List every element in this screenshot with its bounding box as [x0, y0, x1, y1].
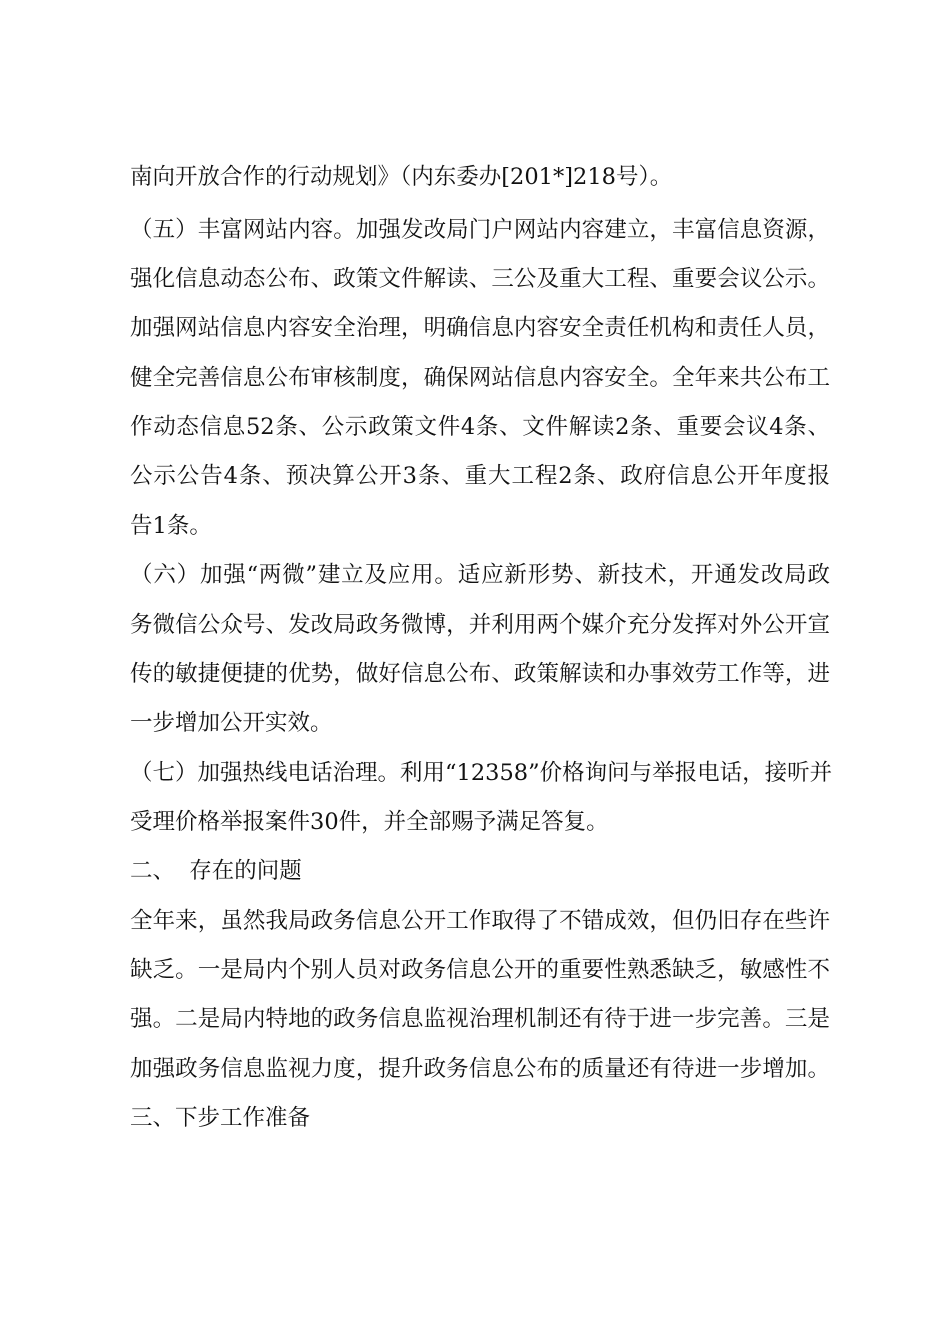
text-line: （五）丰富网站内容。加强发改局门户网站内容建立，丰富信息资源，	[130, 217, 830, 243]
text-line: 强。二是局内特地的政务信息监视治理机制还有待于进一步完善。三是	[130, 1006, 830, 1032]
text-line: 受理价格举报案件30件，并全部赐予满足答复。	[130, 809, 609, 835]
text-line: 缺乏。一是局内个别人员对政务信息公开的重要性熟悉缺乏，敏感性不	[130, 957, 830, 983]
text-line: 一步增加公开实效。	[130, 710, 333, 736]
text-line: 告1条。	[130, 513, 212, 539]
text-line: 全年来，虽然我局政务信息公开工作取得了不错成效，但仍旧存在些许	[130, 908, 830, 934]
text-line: 务微信公众号、发改局政务微博，并利用两个媒介充分发挥对外公开宣	[130, 612, 830, 638]
section-heading: 二、 存在的问题	[130, 858, 302, 884]
text-line: 公示公告4条、预决算公开3条、重大工程2条、政府信息公开年度报	[130, 463, 830, 489]
section-heading: 三、下步工作准备	[130, 1105, 311, 1131]
text-line: 强化信息动态公布、政策文件解读、三公及重大工程、重要会议公示。	[130, 266, 830, 292]
text-line: 南向开放合作的行动规划》（内东委办[201*]218号）。	[130, 164, 673, 190]
text-line: 加强政务信息监视力度，提升政务信息公布的质量还有待进一步增加。	[130, 1056, 830, 1082]
text-line: 传的敏捷便捷的优势，做好信息公布、政策解读和办事效劳工作等，进	[130, 661, 830, 687]
text-line: 健全完善信息公布审核制度，确保网站信息内容安全。全年来共公布工	[130, 365, 830, 391]
text-line: 作动态信息52条、公示政策文件4条、文件解读2条、重要会议4条、	[130, 414, 830, 440]
text-line: （七）加强热线电话治理。利用“12358”价格询问与举报电话，接听并	[130, 760, 833, 786]
text-line: 加强网站信息内容安全治理，明确信息内容安全责任机构和责任人员，	[130, 315, 830, 341]
text-line: （六）加强“两微”建立及应用。适应新形势、新技术，开通发改局政	[130, 562, 830, 588]
